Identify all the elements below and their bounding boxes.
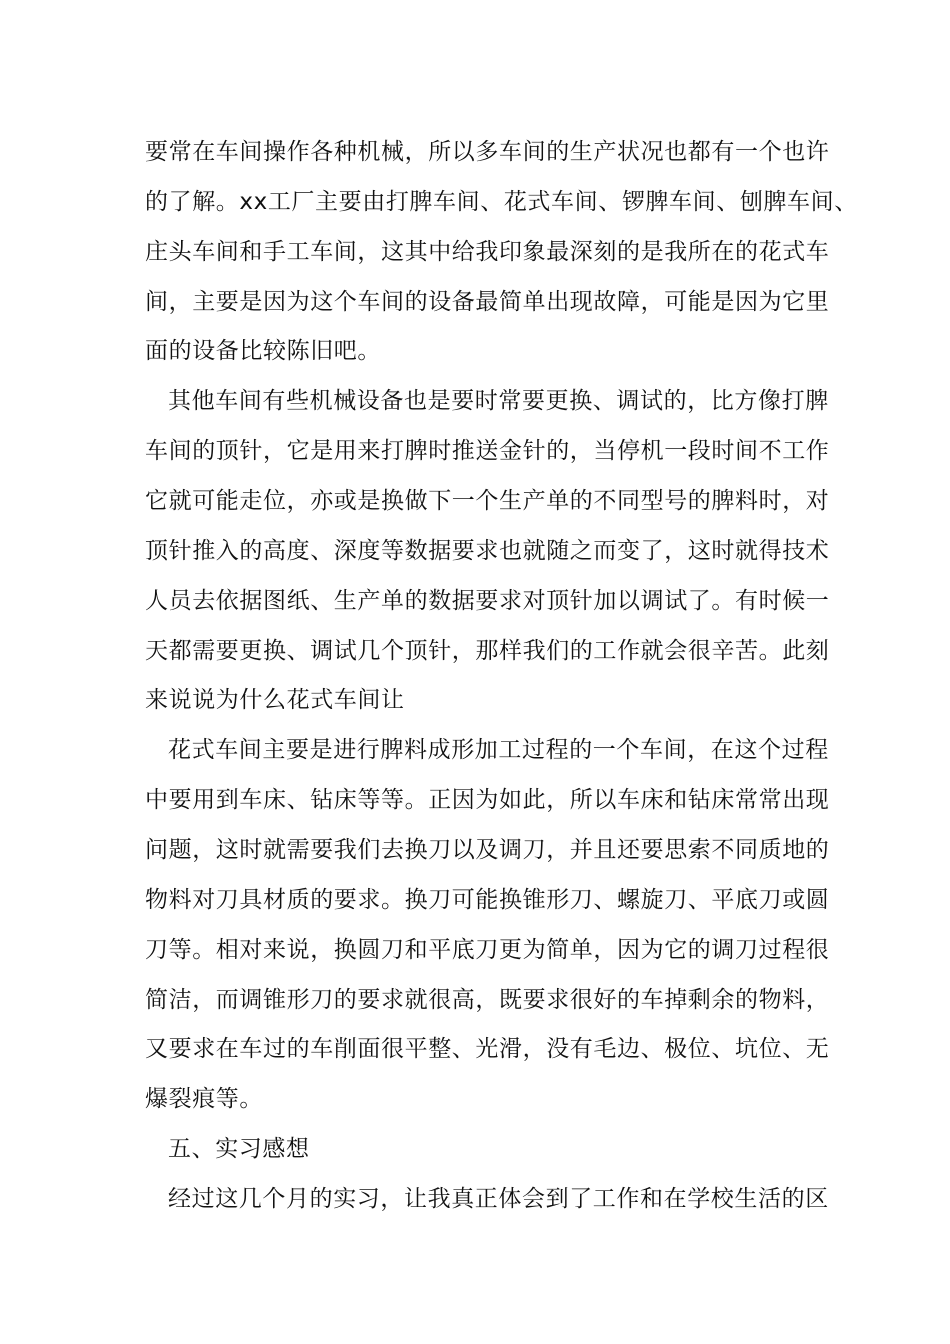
text-line: 问题，这时就需要我们去换刀以及调刀，并且还要思索不同质地的 [145, 837, 830, 863]
text-line: 间，主要是因为这个车间的设备最简单出现故障，可能是因为它里 [145, 289, 830, 315]
text-line: 简洁，而调锥形刀的要求就很高，既要求很好的车掉剩余的物料， [145, 987, 830, 1013]
text-line: 的了解。xx工厂主要由打脾车间、花式车间、锣脾车间、刨脾车间、 [145, 189, 858, 215]
text-line: 天都需要更换、调试几个顶针，那样我们的工作就会很辛苦。此刻 [145, 638, 830, 664]
text-line: 面的设备比较陈旧吧。 [145, 338, 381, 364]
text-line: 车间的顶针，它是用来打脾时推送金针的，当停机一段时间不工作 [145, 438, 830, 464]
text-line: 爆裂痕等。 [145, 1086, 263, 1112]
section-heading: 五、实习感想 [168, 1136, 310, 1162]
text-line: 刀等。相对来说，换圆刀和平底刀更为简单，因为它的调刀过程很 [145, 937, 830, 963]
text-line: 物料对刀具材质的要求。换刀可能换锥形刀、螺旋刀、平底刀或圆 [145, 887, 830, 913]
text-line: 它就可能走位，亦或是换做下一个生产单的不同型号的脾料时，对 [145, 488, 830, 514]
text-line: 顶针推入的高度、深度等数据要求也就随之而变了，这时就得技术 [145, 538, 830, 564]
text-line: 要常在车间操作各种机械，所以多车间的生产状况也都有一个也许 [145, 139, 830, 165]
text-line: 中要用到车床、钻床等等。正因为如此，所以车床和钻床常常出现 [145, 787, 830, 813]
text-line: 又要求在车过的车削面很平整、光滑，没有毛边、极位、坑位、无 [145, 1036, 830, 1062]
text-line: 人员去依据图纸、生产单的数据要求对顶针加以调试了。有时候一 [145, 588, 830, 614]
paragraph-first-line: 花式车间主要是进行脾料成形加工过程的一个车间，在这个过程 [168, 737, 829, 763]
text-line: 来说说为什么花式车间让 [145, 687, 405, 713]
paragraph-first-line: 其他车间有些机械设备也是要时常要更换、调试的，比方像打脾 [168, 388, 829, 414]
paragraph-first-line: 经过这几个月的实习，让我真正体会到了工作和在学校生活的区 [168, 1186, 829, 1212]
text-line: 庄头车间和手工车间，这其中给我印象最深刻的是我所在的花式车 [145, 239, 830, 265]
